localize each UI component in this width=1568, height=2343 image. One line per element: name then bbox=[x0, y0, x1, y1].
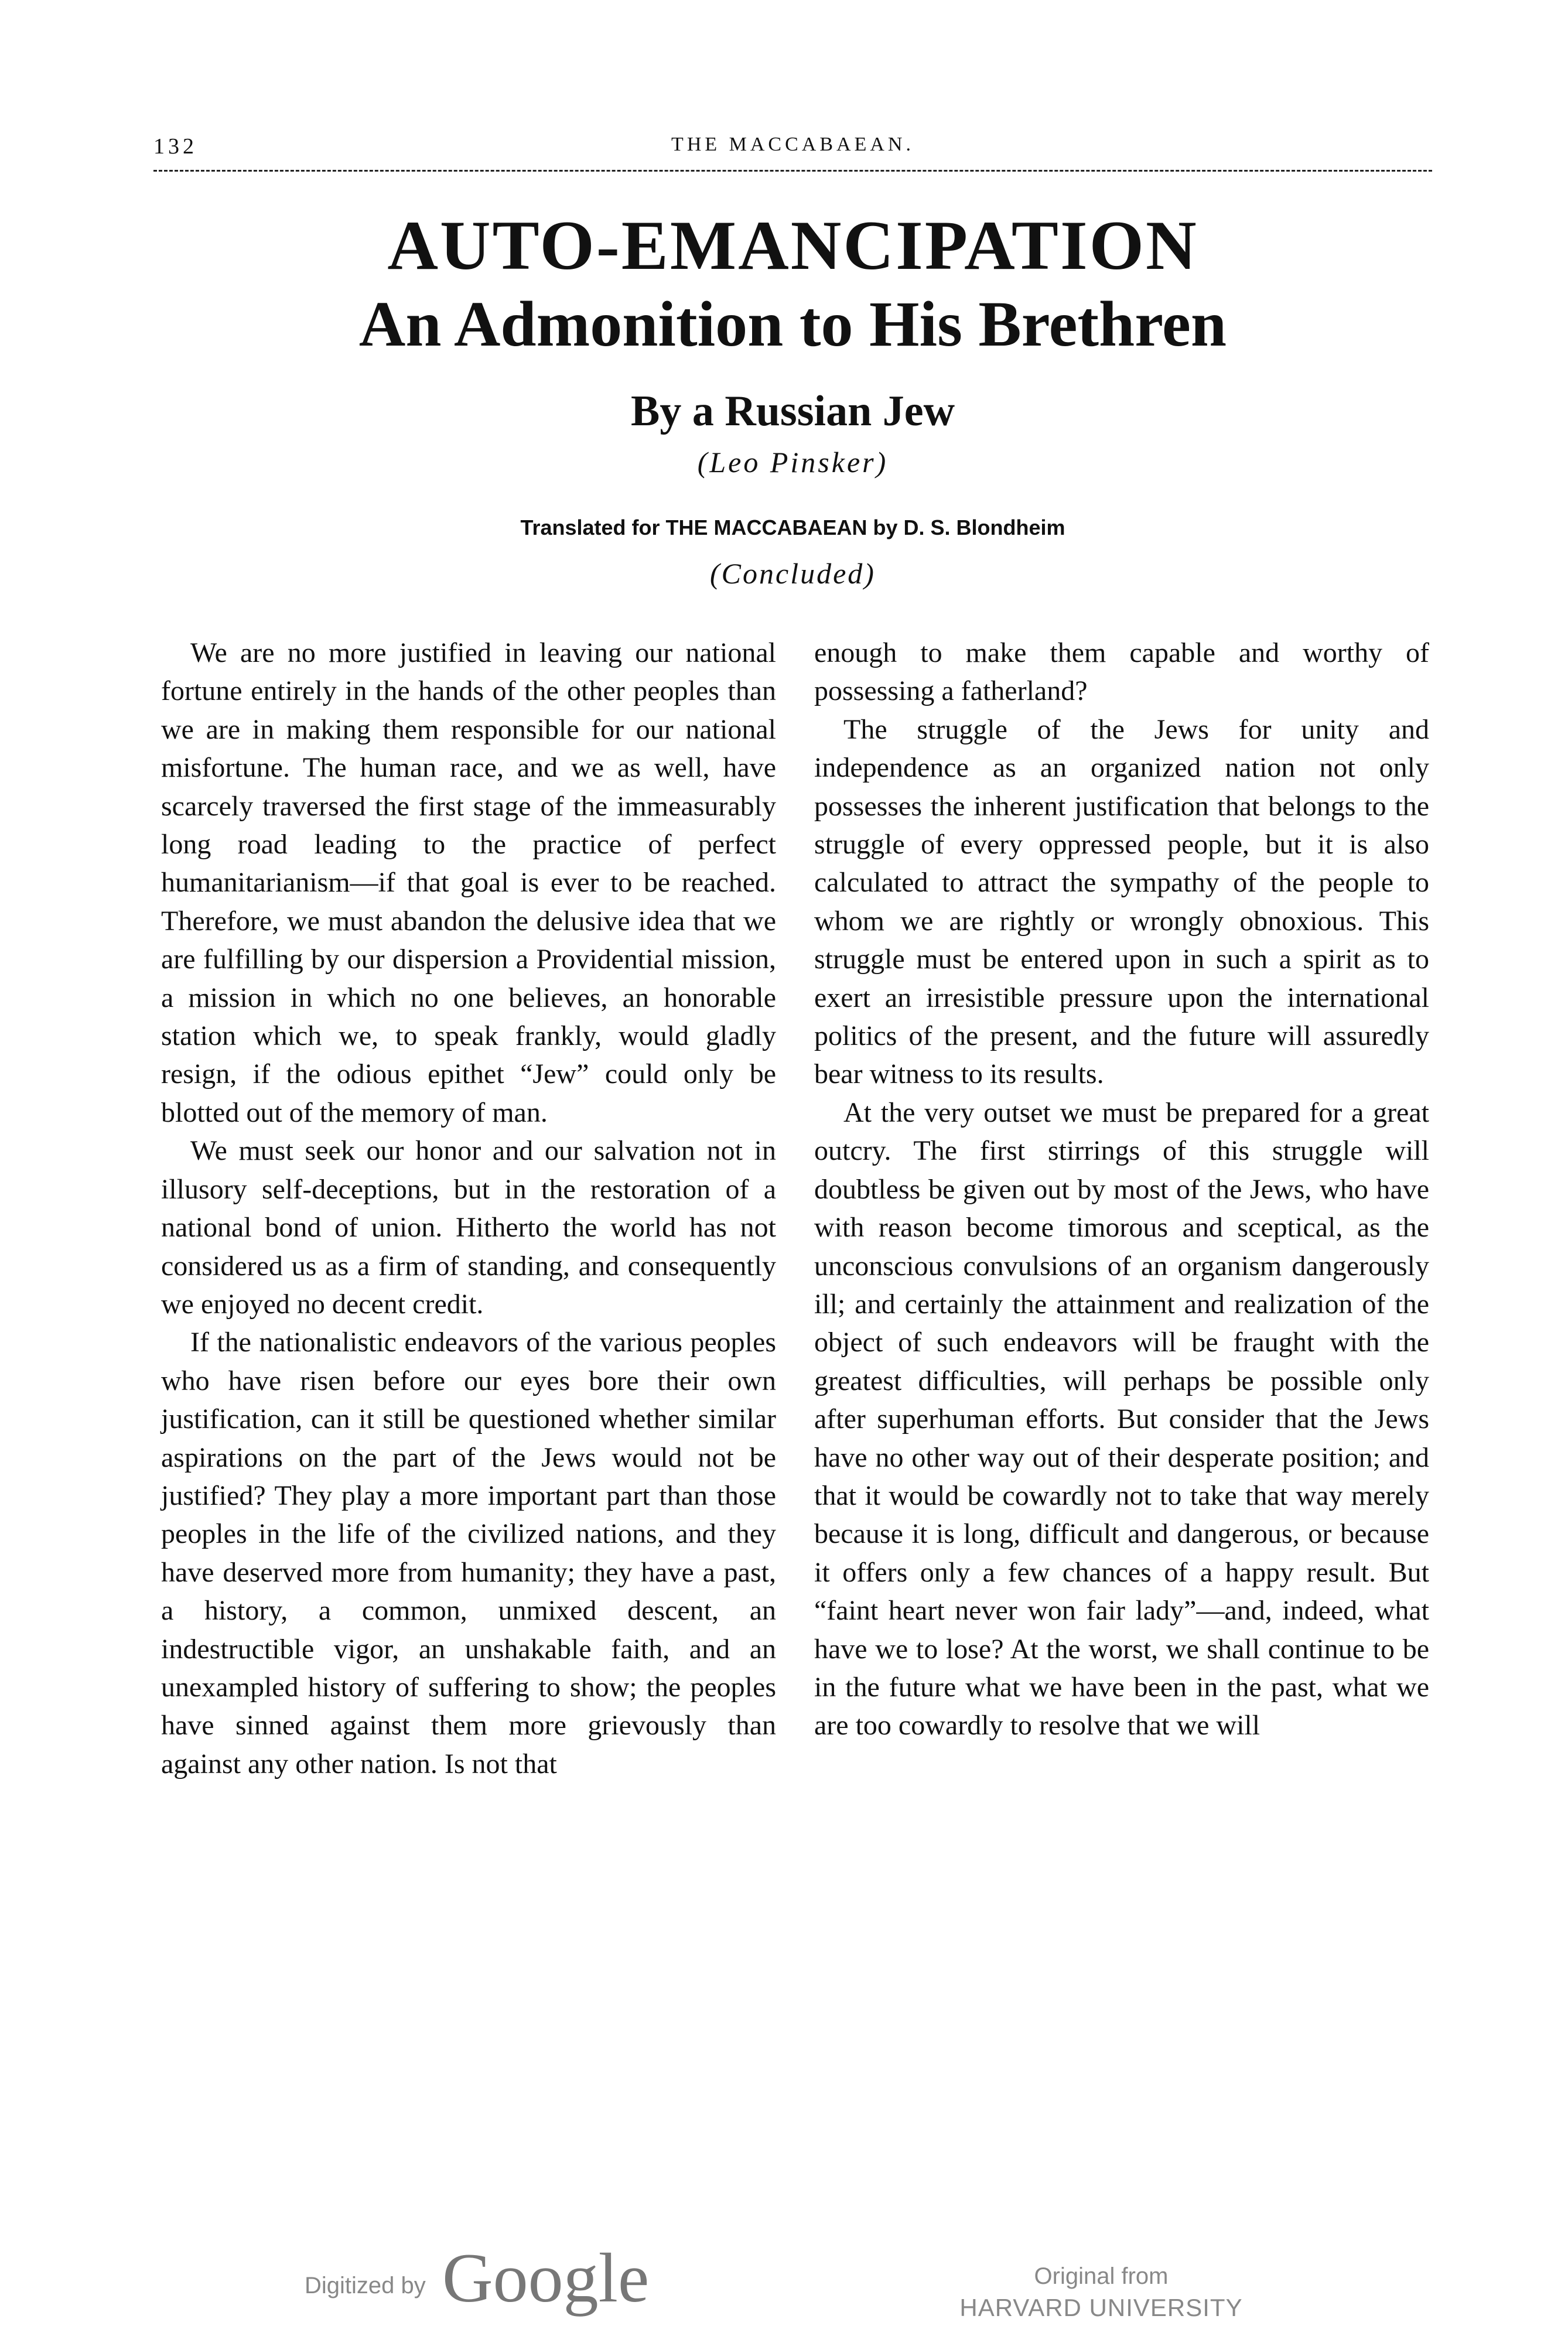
original-from-label: Original from bbox=[1034, 2263, 1169, 2289]
google-logo: Google bbox=[442, 2239, 650, 2317]
right-column bbox=[814, 634, 1429, 1745]
article-title: AUTO-EMANCIPATION bbox=[387, 206, 1198, 284]
translator-credit: Translated for THE MACCABAEAN by D. S. Blondheim bbox=[520, 515, 1065, 539]
left-column bbox=[161, 634, 776, 1783]
paragraph: At the very outset we must be prepared for a great outcry. The first stirrings of this struggle will doubtless be given out by most of the Jews, who have with reason become timorous and sceptical, as the unconscious convulsions of an organism dangerously ill; and certainly the attainment and realization of the object of such endeavors will be fraught with the greatest difficulties, will perhaps be possible only after superhuman efforts. But consider that the Jews have no other way out of their desperate position; and that it would be cowardly not to take that way merely because it is long, difficult and dangerous, or because it offers only a few chances of a happy result. But “faint heart never won fair lady”—and, indeed, what have we to lose? At the worst, we shall continue to be in the future what we have been in the past, what we are too cowardly to resolve that we will bbox=[814, 1097, 1429, 1741]
article-author: (Leo Pinsker) bbox=[697, 446, 889, 479]
digitized-by-google bbox=[305, 2238, 656, 2317]
paragraph: We are no more justified in leaving our national fortune entirely in the hands of the other peoples than we are in making them responsible for our national misfortune. The human race, and we as well, have scarcely traversed the first stage of the immeasurably long road leading to the practice of perfect humanitarianism—if that goal is ever to be reached. Therefore, we must abandon the delusive idea that we are fulfilling by our dispersion a Providential mission, a mission in which no one believes, an honorable station which we, to speak frankly, would gladly resign, if the odious epithet “Jew” could only be blotted out of the memory of man. bbox=[161, 637, 776, 1128]
paragraph: enough to make them capable and worthy of possessing a fatherland? bbox=[814, 637, 1429, 707]
paragraph: If the nationalistic endeavors of the various peoples who have risen before our eyes bore their own justification, can it still be questioned whether similar aspirations on the part of the Jews would not be justified? They play a more important part than those peoples in the life of the civilized nations, and they have deserved more from humanity; they have a past, a history, a common, unmixed descent, an indestructible vigor, an unshakable faith, and an unexampled history of suffering to show; the peoples have sinned against them more grievously than against any other nation. Is not that bbox=[161, 1327, 776, 1780]
paragraph: The struggle of the Jews for unity and independence as an organized nation not only possesses the inherent justification that belongs to the struggle of every oppressed people, but it is also calculated to attract the sympathy of the people to whom we are rightly or wrongly obnoxious. This struggle must be entered upon in such a spirit as to exert an irresistible pressure upon the international politics of the present, and the future will assuredly bear witness to its results. bbox=[814, 713, 1429, 1090]
article-subtitle: An Admonition to His Brethren bbox=[358, 288, 1227, 360]
running-head: THE MACCABAEAN. bbox=[671, 134, 914, 155]
source-attribution bbox=[949, 2261, 1253, 2324]
header-rule bbox=[153, 170, 1432, 172]
digitized-by-label: Digitized by bbox=[305, 2273, 426, 2298]
page-header bbox=[153, 134, 1432, 169]
article-byline: By a Russian Jew bbox=[630, 387, 955, 435]
page-number: 132 bbox=[153, 134, 197, 159]
paragraph: We must seek our honor and our salvation not in illusory self-deceptions, but in the restoration of a national bond of union. Hitherto the world has not considered us as a firm of standing, and consequently we enjoyed no decent credit. bbox=[161, 1135, 776, 1320]
concluded-note: (Concluded) bbox=[710, 557, 876, 590]
institution-name: HARVARD UNIVERSITY bbox=[959, 2294, 1243, 2321]
